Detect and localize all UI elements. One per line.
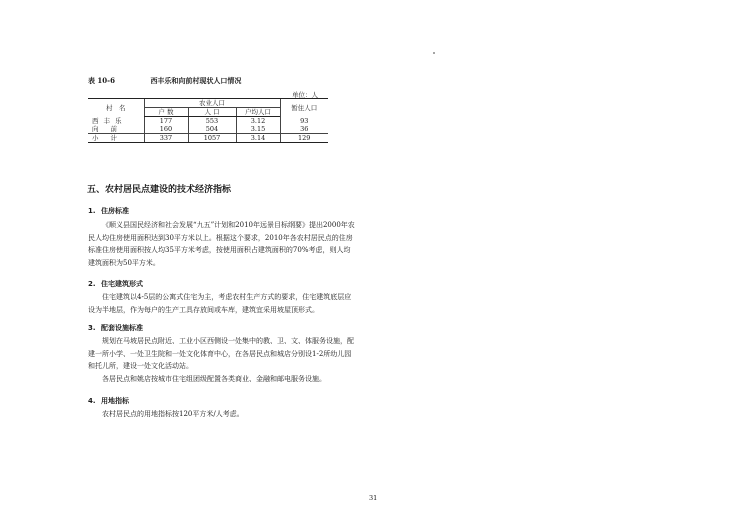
header-village: 村 名 [88, 99, 144, 117]
population-table [88, 98, 328, 143]
subsection-number: 4. [88, 397, 96, 405]
subsection-title: 配套设施标准 [101, 324, 143, 332]
cell-avg: 3.15 [236, 125, 280, 134]
table-row [88, 125, 328, 134]
subsection-title: 住房标准 [101, 207, 129, 215]
table-title: 西丰乐和向前村现状人口情况 [150, 76, 242, 85]
header-households: 户 数 [144, 108, 188, 117]
cell-avg: 3.14 [236, 134, 280, 143]
paragraph: 《顺义县国民经济和社会发展“九五”计划和2010年远景目标纲要》提出2000年农民人均住房使用面积达到30平方米以上。根据这个要求，2010年各农村居民点的住房标准住房使用面积按人均35平方米考虑，按使用面积占建筑面积的70%考虑，则人均建筑面积为50平方米。 [88, 221, 355, 267]
cell-temp: 93 [280, 117, 328, 126]
header-population: 人 口 [188, 108, 236, 117]
table-caption [88, 76, 241, 86]
cell-households: 160 [144, 125, 188, 134]
cell-households: 337 [144, 134, 188, 143]
scan-speck [433, 52, 435, 54]
body-text [88, 291, 356, 316]
paragraph: 农村居民点的用地指标按120平方米/人考虑。 [102, 410, 244, 418]
cell-population: 1057 [188, 134, 236, 143]
subsection-heading [88, 323, 143, 333]
body-text [88, 408, 356, 421]
paragraph: 各居民点和姚店按城市住宅组团级配置各类商业、金融和邮电服务设施。 [102, 374, 326, 383]
subsection-number: 1. [88, 207, 96, 215]
header-temp-pop: 暂住人口 [280, 99, 328, 117]
cell-temp: 129 [280, 134, 328, 143]
table-unit: 单位：人 [292, 91, 318, 99]
body-text [88, 219, 356, 269]
subsection-number: 2. [88, 280, 96, 288]
cell-temp: 36 [280, 125, 328, 134]
cell-population: 553 [188, 117, 236, 126]
page-number: 31 [369, 494, 378, 502]
subsection-title: 住宅建筑形式 [101, 280, 143, 288]
paragraph: 规划在马坡居民点附近、工业小区西侧设一处集中的教、卫、文、体服务设施，配建一所小学、一处卫生院和一处文化体育中心，在各居民点和城店分别设1-2所幼儿园和托儿所，建设一处文化活动站。 [88, 337, 354, 371]
table-row-subtotal [88, 134, 328, 143]
header-agri-pop: 农业人口 [144, 99, 280, 108]
cell-population: 504 [188, 125, 236, 134]
table-row [88, 117, 328, 126]
subsection-number: 3. [88, 324, 96, 332]
cell-avg: 3.12 [236, 117, 280, 126]
section-heading: 五、农村居民点建设的技术经济指标 [87, 185, 232, 195]
cell-village: 小计 [88, 134, 144, 143]
subsection-heading [88, 396, 129, 406]
paragraph: 住宅建筑以4-5层的公寓式住宅为主，考虑农村生产方式的要求，住宅建筑底层应设为半地层，作为每户的生产工具存放间或车库，建筑宜采用坡屋顶形式。 [88, 293, 352, 314]
header-avg: 户均人口 [236, 108, 280, 117]
subsection-heading [88, 279, 143, 289]
body-text [88, 335, 356, 385]
cell-village: 西丰乐 [92, 116, 127, 125]
table-number: 表 10-6 [88, 76, 115, 85]
subsection-title: 用地指标 [101, 397, 129, 405]
cell-village: 向前 [92, 125, 129, 133]
cell-households: 177 [144, 117, 188, 126]
subsection-heading [88, 206, 129, 216]
